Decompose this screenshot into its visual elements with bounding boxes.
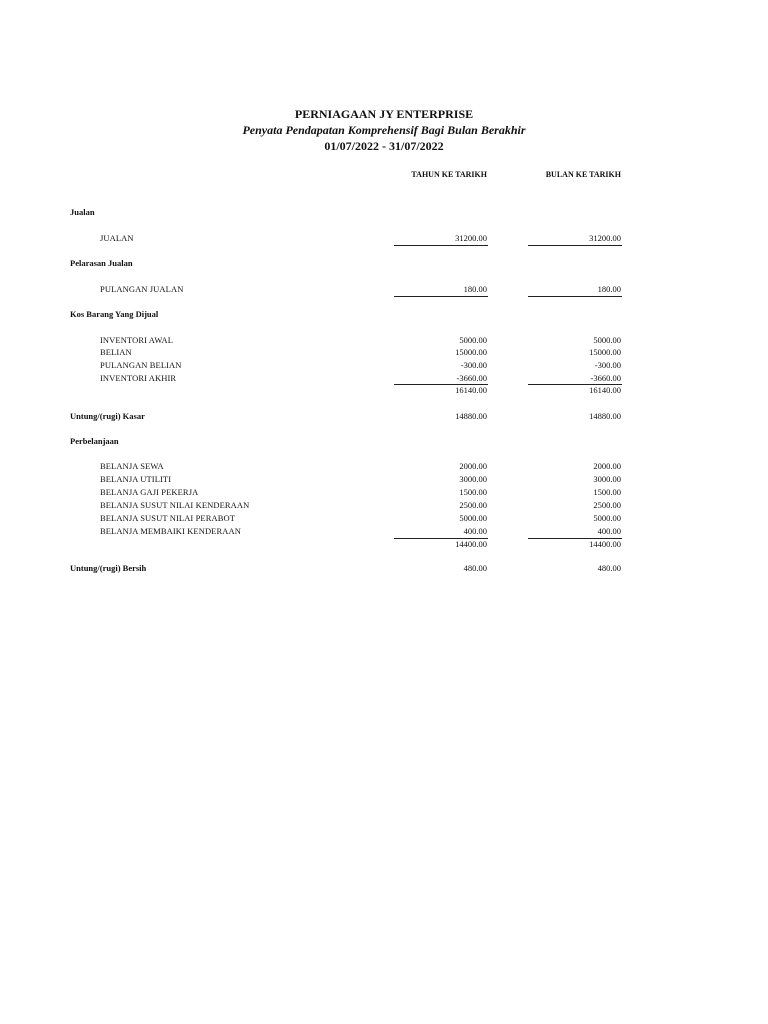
line-item-ytd: -300.00	[460, 360, 487, 370]
section-title-kos-barang: Kos Barang Yang Dijual	[70, 309, 159, 319]
section-row-pelarasan-jualan	[0, 257, 768, 270]
line-item-row	[0, 359, 768, 372]
line-item-label: PULANGAN JUALAN	[100, 284, 184, 294]
line-item-mtd: -3660.00	[590, 373, 621, 383]
line-item-mtd: 2000.00	[593, 461, 621, 471]
line-item-mtd: 2500.00	[593, 500, 621, 510]
line-item-ytd: 5000.00	[459, 335, 487, 345]
line-item-label: BELANJA GAJI PEKERJA	[100, 487, 199, 497]
section-row-jualan	[0, 206, 768, 219]
subtotal-row	[0, 384, 768, 397]
section-row-perbelanjaan	[0, 435, 768, 448]
line-item-label: PULANGAN BELIAN	[100, 360, 182, 370]
subtotal-mtd: 14400.00	[589, 539, 621, 549]
line-item-label: BELANJA MEMBAIKI KENDERAAN	[100, 526, 241, 536]
gross-profit-label: Untung/(rugi) Kasar	[70, 411, 145, 421]
line-item-ytd: 2000.00	[459, 461, 487, 471]
underline-ytd	[394, 296, 488, 297]
line-item-ytd: 5000.00	[459, 513, 487, 523]
line-item-row	[0, 499, 768, 512]
line-item-label: INVENTORI AWAL	[100, 335, 174, 345]
line-item-mtd: 5000.00	[593, 513, 621, 523]
subtotal-mtd: 16140.00	[589, 385, 621, 395]
line-item-row	[0, 525, 768, 538]
statement-title: Penyata Pendapatan Komprehensif Bagi Bulan Berakhir	[242, 123, 526, 137]
underline-mtd	[528, 245, 622, 246]
line-item-mtd: 1500.00	[593, 487, 621, 497]
line-item-mtd: 3000.00	[593, 474, 621, 484]
line-item-row	[0, 283, 768, 296]
column-header-ytd: TAHUN KE TARIKH	[411, 170, 487, 179]
statement-period: 01/07/2022 - 31/07/2022	[324, 139, 444, 153]
net-profit-mtd: 480.00	[597, 563, 621, 573]
line-item-ytd: 3000.00	[459, 474, 487, 484]
line-item-label: BELANJA SEWA	[100, 461, 164, 471]
line-item-mtd: 400.00	[597, 526, 621, 536]
line-item-ytd: 31200.00	[455, 233, 487, 243]
line-item-label: BELIAN	[100, 347, 132, 357]
line-item-ytd: 1500.00	[459, 487, 487, 497]
subtotal-ytd: 16140.00	[455, 385, 487, 395]
line-item-mtd: -300.00	[594, 360, 621, 370]
company-name: PERNIAGAAN JY ENTERPRISE	[294, 107, 474, 121]
net-profit-ytd: 480.00	[463, 563, 487, 573]
line-item-ytd: -3660.00	[456, 373, 487, 383]
line-item-ytd: 2500.00	[459, 500, 487, 510]
net-profit-row	[0, 562, 768, 575]
line-item-label: JUALAN	[100, 233, 134, 243]
gross-profit-mtd: 14880.00	[589, 411, 621, 421]
line-item-mtd: 180.00	[597, 284, 621, 294]
subtotal-ytd: 14400.00	[455, 539, 487, 549]
line-item-row	[0, 346, 768, 359]
line-item-row	[0, 232, 768, 245]
net-profit-label: Untung/(rugi) Bersih	[70, 563, 147, 573]
column-header-mtd: BULAN KE TARIKH	[545, 170, 621, 179]
gross-profit-ytd: 14880.00	[455, 411, 487, 421]
line-item-row	[0, 512, 768, 525]
section-title-pelarasan-jualan: Pelarasan Jualan	[70, 258, 133, 268]
line-item-row	[0, 473, 768, 486]
line-item-row	[0, 486, 768, 499]
gross-profit-row	[0, 410, 768, 423]
line-item-row	[0, 460, 768, 473]
line-item-mtd: 15000.00	[589, 347, 621, 357]
line-item-ytd: 15000.00	[455, 347, 487, 357]
line-item-label: INVENTORI AKHIR	[100, 373, 177, 383]
subtotal-row	[0, 538, 768, 551]
line-item-ytd: 180.00	[463, 284, 487, 294]
section-title-jualan: Jualan	[70, 207, 95, 217]
line-item-mtd: 31200.00	[589, 233, 621, 243]
line-item-mtd: 5000.00	[593, 335, 621, 345]
line-item-label: BELANJA SUSUT NILAI PERABOT	[100, 513, 236, 523]
section-row-kos-barang	[0, 308, 768, 321]
line-item-label: BELANJA SUSUT NILAI KENDERAAN	[100, 500, 250, 510]
underline-mtd	[528, 296, 622, 297]
section-title-perbelanjaan: Perbelanjaan	[70, 436, 119, 446]
line-item-ytd: 400.00	[463, 526, 487, 536]
underline-ytd	[394, 245, 488, 246]
line-item-label: BELANJA UTILITI	[100, 474, 172, 484]
